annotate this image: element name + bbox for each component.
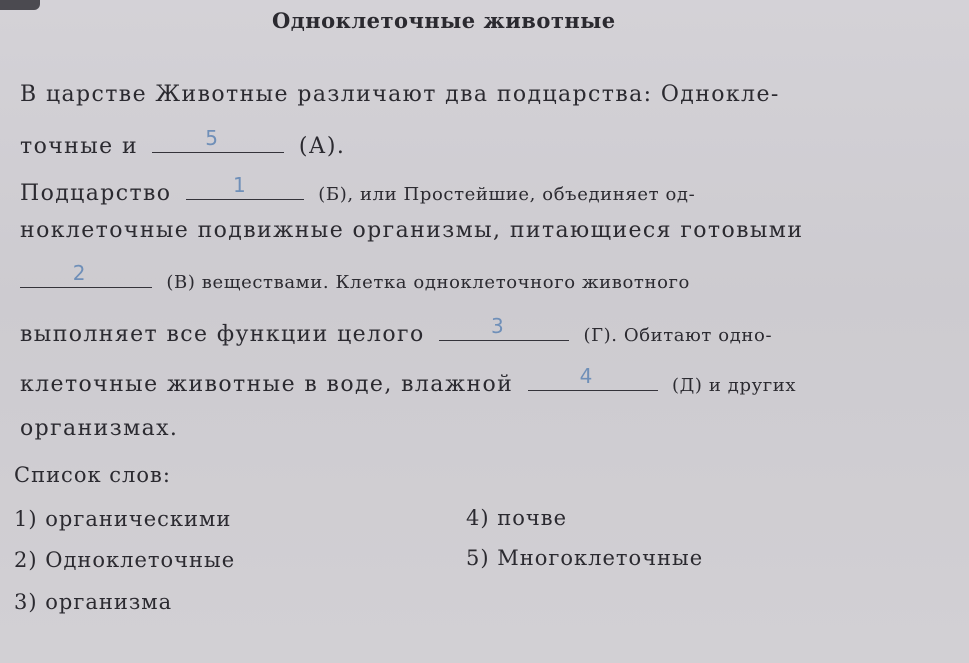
handwritten-answer-v: 2 (72, 261, 86, 285)
word-option-4: 4) почве (466, 506, 568, 530)
text-segment: точные и (20, 134, 139, 159)
text-segment: (В) веществами. Клетка одноклеточного животного (166, 272, 690, 293)
word-option-3: 3) организма (14, 590, 173, 614)
text-segment: выполняет все функции целого (20, 322, 425, 347)
text-segment: Подцарство (20, 181, 172, 206)
answer-blank-b[interactable] (186, 173, 304, 200)
word-option-2: 2) Одноклеточные (14, 548, 236, 572)
text-segment: ноклеточные подвижные организмы, питающиеся готовыми (20, 218, 804, 243)
text-line-7 (20, 364, 797, 397)
handwritten-answer-d: 4 (579, 364, 593, 388)
answer-blank-g[interactable] (439, 314, 569, 341)
text-segment: клеточные животные в воде, влажной (20, 372, 514, 397)
text-line-5 (20, 261, 690, 294)
word-option-1: 1) органическими (14, 507, 232, 531)
handwritten-answer-g: 3 (491, 314, 504, 338)
text-line-4 (20, 218, 803, 243)
page-edge-shadow (0, 0, 40, 10)
text-segment: организмах. (20, 416, 179, 441)
text-line-8 (20, 416, 178, 441)
text-line-3 (20, 173, 696, 206)
text-segment: (А). (298, 134, 346, 159)
text-segment: В царстве Животные различают два подцарства: Однокле- (20, 82, 780, 107)
text-segment: (Г). Обитают одно- (583, 325, 773, 346)
page-title: Одноклеточные животные (272, 8, 616, 33)
text-line-6 (20, 314, 773, 347)
handwritten-answer-a: 5 (205, 126, 218, 150)
word-list-heading: Список слов: (14, 463, 171, 487)
text-line-2 (20, 126, 346, 159)
answer-blank-d[interactable] (528, 364, 658, 391)
answer-blank-v[interactable] (20, 261, 152, 288)
text-segment: (Д) и других (672, 375, 797, 396)
text-segment: (Б), или Простейшие, объединяет од- (318, 184, 696, 205)
handwritten-answer-b: 1 (233, 173, 246, 197)
word-option-5: 5) Многоклеточные (466, 546, 704, 570)
text-line-1 (20, 82, 780, 107)
answer-blank-a[interactable] (152, 126, 284, 153)
